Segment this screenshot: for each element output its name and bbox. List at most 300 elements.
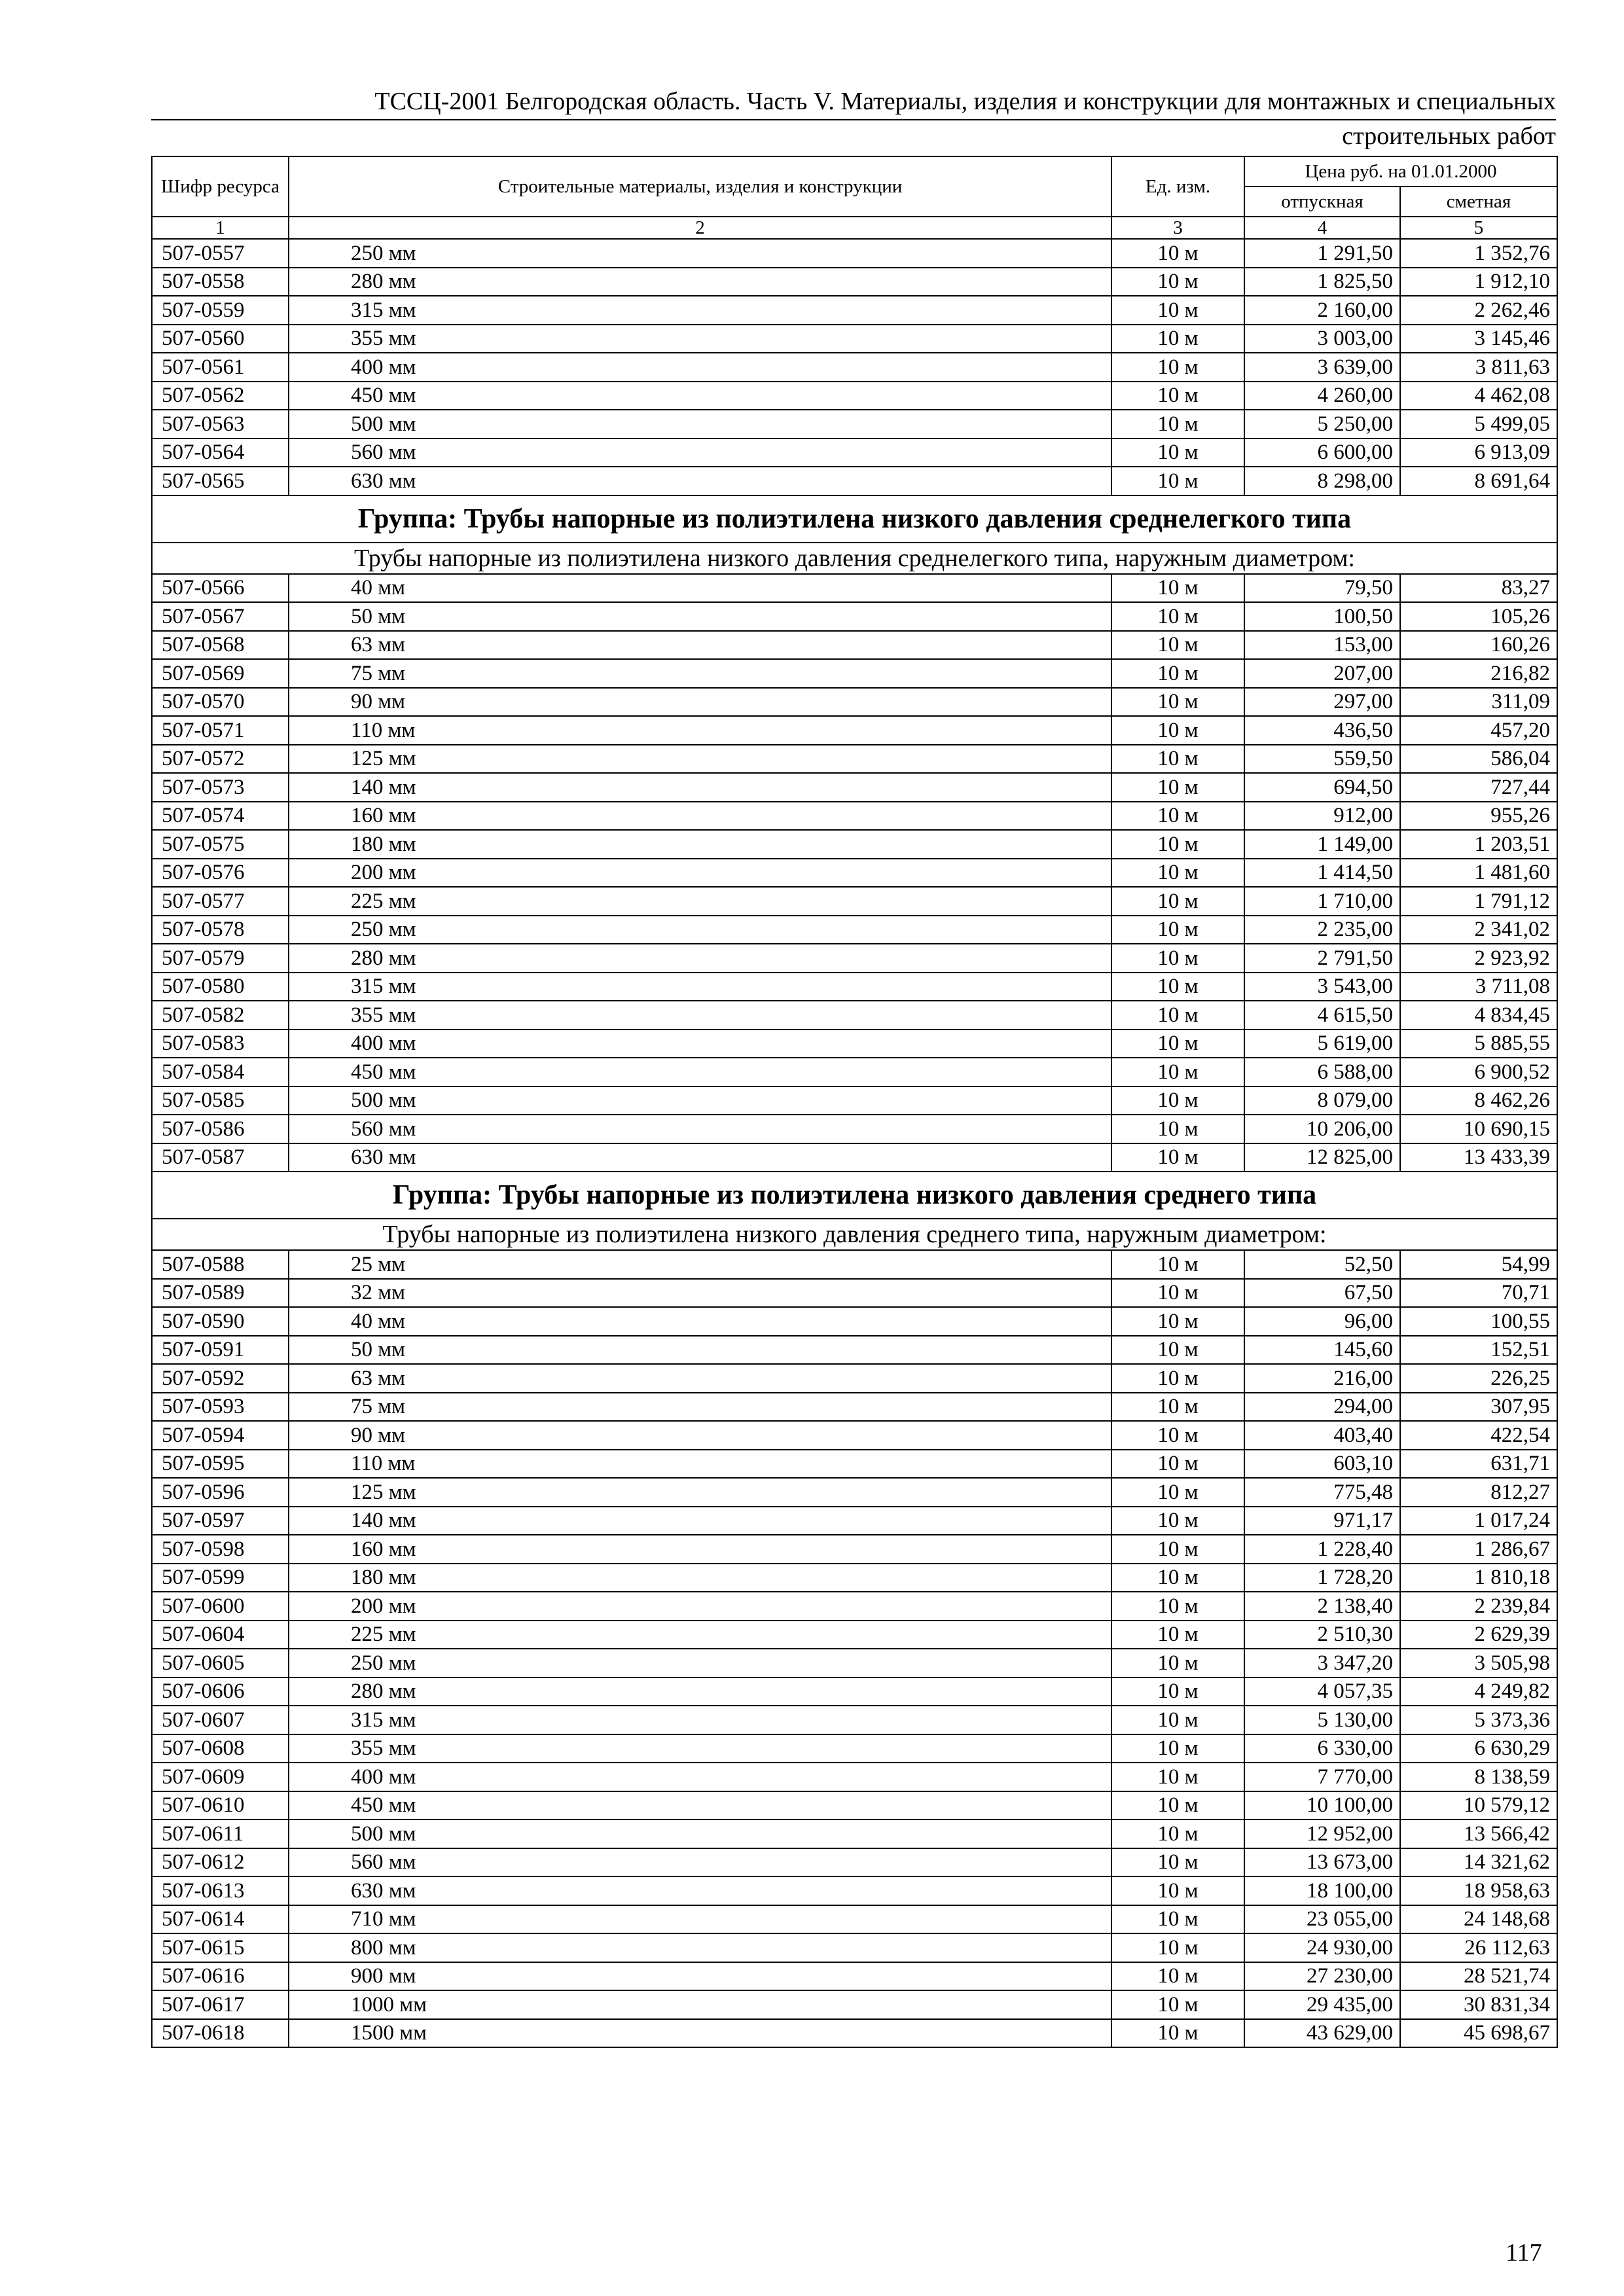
material-name-cell: 225 мм (289, 1621, 1111, 1649)
estimate-price-cell: 70,71 (1400, 1279, 1557, 1308)
unit-cell: 10 м (1111, 1030, 1244, 1058)
material-name-cell: 355 мм (289, 1734, 1111, 1763)
table-row (152, 1763, 1557, 1791)
estimate-price-cell: 8 138,59 (1400, 1763, 1557, 1791)
material-name-cell: 355 мм (289, 325, 1111, 353)
resource-code-cell: 507-0594 (152, 1421, 289, 1450)
estimate-price-cell: 216,82 (1400, 659, 1557, 688)
table-row (152, 688, 1557, 717)
estimate-price-cell: 13 433,39 (1400, 1143, 1557, 1172)
estimate-price-cell: 3 811,63 (1400, 353, 1557, 382)
estimate-price-cell: 1 912,10 (1400, 268, 1557, 296)
table-row (152, 268, 1557, 296)
table-row (152, 830, 1557, 859)
resource-code-cell: 507-0590 (152, 1307, 289, 1336)
release-price-cell: 1 149,00 (1244, 830, 1400, 859)
release-price-cell: 8 298,00 (1244, 467, 1400, 495)
unit-cell: 10 м (1111, 1279, 1244, 1308)
resource-code-cell: 507-0570 (152, 688, 289, 717)
material-name-cell: 250 мм (289, 916, 1111, 944)
material-name-cell: 160 мм (289, 802, 1111, 831)
estimate-price-cell: 727,44 (1400, 773, 1557, 802)
release-price-cell: 216,00 (1244, 1364, 1400, 1393)
material-name-cell: 75 мм (289, 659, 1111, 688)
table-row (152, 745, 1557, 774)
column-header-unit: Ед. изм. (1111, 156, 1244, 217)
unit-cell: 10 м (1111, 296, 1244, 325)
release-price-cell: 971,17 (1244, 1507, 1400, 1535)
table-row (152, 1478, 1557, 1507)
price-table (151, 156, 1558, 2048)
unit-cell: 10 м (1111, 1086, 1244, 1115)
release-price-cell: 3 003,00 (1244, 325, 1400, 353)
table-row (152, 1030, 1557, 1058)
table-row (152, 944, 1557, 973)
estimate-price-cell: 8 462,26 (1400, 1086, 1557, 1115)
resource-code-cell: 507-0565 (152, 467, 289, 495)
table-row (152, 467, 1557, 495)
table-row (152, 574, 1557, 603)
resource-code-cell: 507-0589 (152, 1279, 289, 1308)
table-row (152, 1393, 1557, 1422)
release-price-cell: 52,50 (1244, 1250, 1400, 1279)
material-name-cell: 32 мм (289, 1279, 1111, 1308)
table-row (152, 353, 1557, 382)
resource-code-cell: 507-0560 (152, 325, 289, 353)
table-row (152, 1507, 1557, 1535)
unit-cell: 10 м (1111, 631, 1244, 660)
estimate-price-cell: 307,95 (1400, 1393, 1557, 1422)
release-price-cell: 1 414,50 (1244, 859, 1400, 888)
material-name-cell: 125 мм (289, 745, 1111, 774)
material-name-cell: 63 мм (289, 1364, 1111, 1393)
resource-code-cell: 507-0598 (152, 1535, 289, 1564)
release-price-cell: 4 260,00 (1244, 382, 1400, 410)
column-header-estimate: сметная (1400, 187, 1557, 217)
table-row (152, 1001, 1557, 1030)
unit-cell: 10 м (1111, 1706, 1244, 1734)
release-price-cell: 6 600,00 (1244, 439, 1400, 467)
resource-code-cell: 507-0593 (152, 1393, 289, 1422)
unit-cell: 10 м (1111, 1564, 1244, 1592)
material-name-cell: 140 мм (289, 773, 1111, 802)
material-name-cell: 355 мм (289, 1001, 1111, 1030)
resource-code-cell: 507-0613 (152, 1876, 289, 1905)
unit-cell: 10 м (1111, 1115, 1244, 1143)
resource-code-cell: 507-0579 (152, 944, 289, 973)
table-row (152, 887, 1557, 916)
resource-code-cell: 507-0604 (152, 1621, 289, 1649)
release-price-cell: 12 952,00 (1244, 1820, 1400, 1848)
unit-cell: 10 м (1111, 1478, 1244, 1507)
release-price-cell: 8 079,00 (1244, 1086, 1400, 1115)
estimate-price-cell: 1 203,51 (1400, 830, 1557, 859)
table-row (152, 1364, 1557, 1393)
resource-code-cell: 507-0615 (152, 1933, 289, 1962)
resource-code-cell: 507-0571 (152, 716, 289, 745)
unit-cell: 10 м (1111, 353, 1244, 382)
material-name-cell: 180 мм (289, 1564, 1111, 1592)
table-row (152, 1115, 1557, 1143)
subgroup-heading-row (152, 543, 1557, 574)
unit-cell: 10 м (1111, 574, 1244, 603)
material-name-cell: 225 мм (289, 887, 1111, 916)
release-price-cell: 29 435,00 (1244, 1990, 1400, 2019)
estimate-price-cell: 2 341,02 (1400, 916, 1557, 944)
resource-code-cell: 507-0591 (152, 1336, 289, 1365)
material-name-cell: 160 мм (289, 1535, 1111, 1564)
resource-code-cell: 507-0617 (152, 1990, 289, 2019)
table-row (152, 1086, 1557, 1115)
header-title: ТССЦ-2001 Белгородская область. Часть V. Материалы, изделия и конструкции для монтажных и специальных (374, 88, 1556, 115)
estimate-price-cell: 586,04 (1400, 745, 1557, 774)
material-name-cell: 280 мм (289, 1677, 1111, 1706)
table-row (152, 659, 1557, 688)
release-price-cell: 5 250,00 (1244, 410, 1400, 439)
unit-cell: 10 м (1111, 1421, 1244, 1450)
resource-code-cell: 507-0586 (152, 1115, 289, 1143)
release-price-cell: 912,00 (1244, 802, 1400, 831)
material-name-cell: 800 мм (289, 1933, 1111, 1962)
resource-code-cell: 507-0575 (152, 830, 289, 859)
column-number-5: 5 (1400, 217, 1557, 239)
table-row (152, 439, 1557, 467)
material-name-cell: 250 мм (289, 239, 1111, 268)
unit-cell: 10 м (1111, 1734, 1244, 1763)
material-name-cell: 630 мм (289, 1876, 1111, 1905)
material-name-cell: 200 мм (289, 1592, 1111, 1621)
estimate-price-cell: 18 958,63 (1400, 1876, 1557, 1905)
material-name-cell: 1000 мм (289, 1990, 1111, 2019)
estimate-price-cell: 13 566,42 (1400, 1820, 1557, 1848)
unit-cell: 10 м (1111, 1307, 1244, 1336)
material-name-cell: 50 мм (289, 1336, 1111, 1365)
material-name-cell: 180 мм (289, 830, 1111, 859)
estimate-price-cell: 2 262,46 (1400, 296, 1557, 325)
unit-cell: 10 м (1111, 1876, 1244, 1905)
material-name-cell: 400 мм (289, 1763, 1111, 1791)
table-row (152, 1279, 1557, 1308)
material-name-cell: 500 мм (289, 410, 1111, 439)
material-name-cell: 110 мм (289, 1450, 1111, 1479)
resource-code-cell: 507-0577 (152, 887, 289, 916)
release-price-cell: 145,60 (1244, 1336, 1400, 1365)
page-number: 117 (1506, 2239, 1542, 2267)
release-price-cell: 4 057,35 (1244, 1677, 1400, 1706)
resource-code-cell: 507-0609 (152, 1763, 289, 1791)
resource-code-cell: 507-0587 (152, 1143, 289, 1172)
material-name-cell: 630 мм (289, 1143, 1111, 1172)
unit-cell: 10 м (1111, 602, 1244, 631)
material-name-cell: 90 мм (289, 688, 1111, 717)
release-price-cell: 18 100,00 (1244, 1876, 1400, 1905)
column-number-1: 1 (152, 217, 289, 239)
material-name-cell: 63 мм (289, 631, 1111, 660)
table-header (152, 156, 1557, 239)
table-row (152, 1058, 1557, 1086)
unit-cell: 10 м (1111, 773, 1244, 802)
table-row (152, 716, 1557, 745)
release-price-cell: 100,50 (1244, 602, 1400, 631)
estimate-price-cell: 1 017,24 (1400, 1507, 1557, 1535)
resource-code-cell: 507-0607 (152, 1706, 289, 1734)
resource-code-cell: 507-0592 (152, 1364, 289, 1393)
unit-cell: 10 м (1111, 1962, 1244, 1991)
estimate-price-cell: 631,71 (1400, 1450, 1557, 1479)
table-row (152, 325, 1557, 353)
table-body (152, 239, 1557, 2047)
release-price-cell: 403,40 (1244, 1421, 1400, 1450)
table-row (152, 1421, 1557, 1450)
unit-cell: 10 м (1111, 467, 1244, 495)
release-price-cell: 10 100,00 (1244, 1791, 1400, 1820)
unit-cell: 10 м (1111, 1905, 1244, 1934)
estimate-price-cell: 2 923,92 (1400, 944, 1557, 973)
estimate-price-cell: 6 913,09 (1400, 439, 1557, 467)
table-row (152, 1307, 1557, 1336)
resource-code-cell: 507-0569 (152, 659, 289, 688)
unit-cell: 10 м (1111, 1649, 1244, 1677)
material-name-cell: 200 мм (289, 859, 1111, 888)
resource-code-cell: 507-0608 (152, 1734, 289, 1763)
resource-code-cell: 507-0562 (152, 382, 289, 410)
resource-code-cell: 507-0599 (152, 1564, 289, 1592)
estimate-price-cell: 457,20 (1400, 716, 1557, 745)
material-name-cell: 40 мм (289, 574, 1111, 603)
unit-cell: 10 м (1111, 916, 1244, 944)
unit-cell: 10 м (1111, 1507, 1244, 1535)
material-name-cell: 315 мм (289, 296, 1111, 325)
estimate-price-cell: 152,51 (1400, 1336, 1557, 1365)
resource-code-cell: 507-0557 (152, 239, 289, 268)
material-name-cell: 560 мм (289, 439, 1111, 467)
unit-cell: 10 м (1111, 382, 1244, 410)
estimate-price-cell: 812,27 (1400, 1478, 1557, 1507)
estimate-price-cell: 160,26 (1400, 631, 1557, 660)
resource-code-cell: 507-0576 (152, 859, 289, 888)
table-row (152, 602, 1557, 631)
release-price-cell: 1 291,50 (1244, 239, 1400, 268)
group-heading-row (152, 495, 1557, 543)
release-price-cell: 1 228,40 (1244, 1535, 1400, 1564)
resource-code-cell: 507-0580 (152, 973, 289, 1001)
release-price-cell: 2 138,40 (1244, 1592, 1400, 1621)
estimate-price-cell: 6 900,52 (1400, 1058, 1557, 1086)
resource-code-cell: 507-0612 (152, 1848, 289, 1877)
resource-code-cell: 507-0582 (152, 1001, 289, 1030)
table-row (152, 1450, 1557, 1479)
resource-code-cell: 507-0595 (152, 1450, 289, 1479)
release-price-cell: 775,48 (1244, 1478, 1400, 1507)
estimate-price-cell: 24 148,68 (1400, 1905, 1557, 1934)
table-row (152, 1621, 1557, 1649)
release-price-cell: 294,00 (1244, 1393, 1400, 1422)
release-price-cell: 13 673,00 (1244, 1848, 1400, 1877)
table-row (152, 1734, 1557, 1763)
table-row (152, 1791, 1557, 1820)
unit-cell: 10 м (1111, 1820, 1244, 1848)
resource-code-cell: 507-0605 (152, 1649, 289, 1677)
table-row (152, 382, 1557, 410)
table-row (152, 1990, 1557, 2019)
release-price-cell: 297,00 (1244, 688, 1400, 717)
estimate-price-cell: 10 690,15 (1400, 1115, 1557, 1143)
table-row (152, 859, 1557, 888)
table-row (152, 1706, 1557, 1734)
material-name-cell: 450 мм (289, 382, 1111, 410)
estimate-price-cell: 1 810,18 (1400, 1564, 1557, 1592)
resource-code-cell: 507-0585 (152, 1086, 289, 1115)
table-row (152, 973, 1557, 1001)
resource-code-cell: 507-0616 (152, 1962, 289, 1991)
column-number-4: 4 (1244, 217, 1400, 239)
column-header-name: Строительные материалы, изделия и конструкции (289, 156, 1111, 217)
unit-cell: 10 м (1111, 944, 1244, 973)
release-price-cell: 23 055,00 (1244, 1905, 1400, 1934)
resource-code-cell: 507-0568 (152, 631, 289, 660)
table-row (152, 916, 1557, 944)
estimate-price-cell: 4 249,82 (1400, 1677, 1557, 1706)
release-price-cell: 1 728,20 (1244, 1564, 1400, 1592)
estimate-price-cell: 1 352,76 (1400, 239, 1557, 268)
table-row (152, 773, 1557, 802)
column-number-2: 2 (289, 217, 1111, 239)
estimate-price-cell: 955,26 (1400, 802, 1557, 831)
estimate-price-cell: 422,54 (1400, 1421, 1557, 1450)
unit-cell: 10 м (1111, 745, 1244, 774)
release-price-cell: 2 235,00 (1244, 916, 1400, 944)
unit-cell: 10 м (1111, 325, 1244, 353)
material-name-cell: 400 мм (289, 1030, 1111, 1058)
material-name-cell: 315 мм (289, 1706, 1111, 1734)
column-number-3: 3 (1111, 217, 1244, 239)
table-row (152, 1820, 1557, 1848)
release-price-cell: 3 347,20 (1244, 1649, 1400, 1677)
release-price-cell: 67,50 (1244, 1279, 1400, 1308)
estimate-price-cell: 3 145,46 (1400, 325, 1557, 353)
material-name-cell: 400 мм (289, 353, 1111, 382)
header-title-continued: строительных работ (1342, 122, 1556, 150)
unit-cell: 10 м (1111, 1058, 1244, 1086)
unit-cell: 10 м (1111, 887, 1244, 916)
estimate-price-cell: 100,55 (1400, 1307, 1557, 1336)
table-row (152, 2019, 1557, 2048)
release-price-cell: 43 629,00 (1244, 2019, 1400, 2048)
material-name-cell: 125 мм (289, 1478, 1111, 1507)
estimate-price-cell: 105,26 (1400, 602, 1557, 631)
material-name-cell: 110 мм (289, 716, 1111, 745)
unit-cell: 10 м (1111, 410, 1244, 439)
release-price-cell: 3 543,00 (1244, 973, 1400, 1001)
material-name-cell: 710 мм (289, 1905, 1111, 1934)
unit-cell: 10 м (1111, 268, 1244, 296)
unit-cell: 10 м (1111, 659, 1244, 688)
subgroup-heading-row (152, 1219, 1557, 1250)
estimate-price-cell: 10 579,12 (1400, 1791, 1557, 1820)
resource-code-cell: 507-0588 (152, 1250, 289, 1279)
resource-code-cell: 507-0596 (152, 1478, 289, 1507)
unit-cell: 10 м (1111, 1250, 1244, 1279)
release-price-cell: 24 930,00 (1244, 1933, 1400, 1962)
material-name-cell: 140 мм (289, 1507, 1111, 1535)
estimate-price-cell: 83,27 (1400, 574, 1557, 603)
unit-cell: 10 м (1111, 1336, 1244, 1365)
material-name-cell: 560 мм (289, 1848, 1111, 1877)
group-heading: Группа: Трубы напорные из полиэтилена низкого давления среднего типа (152, 1172, 1557, 1219)
material-name-cell: 500 мм (289, 1086, 1111, 1115)
estimate-price-cell: 2 629,39 (1400, 1621, 1557, 1649)
unit-cell: 10 м (1111, 1990, 1244, 2019)
resource-code-cell: 507-0606 (152, 1677, 289, 1706)
release-price-cell: 96,00 (1244, 1307, 1400, 1336)
material-name-cell: 250 мм (289, 1649, 1111, 1677)
resource-code-cell: 507-0566 (152, 574, 289, 603)
table-row (152, 239, 1557, 268)
table-row (152, 802, 1557, 831)
table-row (152, 1564, 1557, 1592)
resource-code-cell: 507-0558 (152, 268, 289, 296)
subgroup-heading: Трубы напорные из полиэтилена низкого давления среднелегкого типа, наружным диаметром: (152, 543, 1557, 574)
unit-cell: 10 м (1111, 802, 1244, 831)
estimate-price-cell: 5 499,05 (1400, 410, 1557, 439)
group-heading-row (152, 1172, 1557, 1219)
release-price-cell: 436,50 (1244, 716, 1400, 745)
release-price-cell: 1 710,00 (1244, 887, 1400, 916)
estimate-price-cell: 1 286,67 (1400, 1535, 1557, 1564)
unit-cell: 10 м (1111, 1763, 1244, 1791)
unit-cell: 10 м (1111, 1791, 1244, 1820)
table-row (152, 1535, 1557, 1564)
estimate-price-cell: 3 711,08 (1400, 973, 1557, 1001)
group-heading: Группа: Трубы напорные из полиэтилена низкого давления среднелегкого типа (152, 495, 1557, 543)
material-name-cell: 1500 мм (289, 2019, 1111, 2048)
resource-code-cell: 507-0618 (152, 2019, 289, 2048)
table-row (152, 1649, 1557, 1677)
unit-cell: 10 м (1111, 2019, 1244, 2048)
resource-code-cell: 507-0578 (152, 916, 289, 944)
unit-cell: 10 м (1111, 973, 1244, 1001)
estimate-price-cell: 1 791,12 (1400, 887, 1557, 916)
resource-code-cell: 507-0567 (152, 602, 289, 631)
release-price-cell: 603,10 (1244, 1450, 1400, 1479)
material-name-cell: 90 мм (289, 1421, 1111, 1450)
unit-cell: 10 м (1111, 716, 1244, 745)
unit-cell: 10 м (1111, 239, 1244, 268)
estimate-price-cell: 2 239,84 (1400, 1592, 1557, 1621)
unit-cell: 10 м (1111, 1001, 1244, 1030)
release-price-cell: 27 230,00 (1244, 1962, 1400, 1991)
estimate-price-cell: 54,99 (1400, 1250, 1557, 1279)
estimate-price-cell: 14 321,62 (1400, 1848, 1557, 1877)
release-price-cell: 153,00 (1244, 631, 1400, 660)
unit-cell: 10 м (1111, 1535, 1244, 1564)
unit-cell: 10 м (1111, 1848, 1244, 1877)
unit-cell: 10 м (1111, 1393, 1244, 1422)
unit-cell: 10 м (1111, 1621, 1244, 1649)
estimate-price-cell: 28 521,74 (1400, 1962, 1557, 1991)
resource-code-cell: 507-0610 (152, 1791, 289, 1820)
release-price-cell: 79,50 (1244, 574, 1400, 603)
resource-code-cell: 507-0597 (152, 1507, 289, 1535)
estimate-price-cell: 5 885,55 (1400, 1030, 1557, 1058)
estimate-price-cell: 30 831,34 (1400, 1990, 1557, 2019)
material-name-cell: 450 мм (289, 1791, 1111, 1820)
unit-cell: 10 м (1111, 1143, 1244, 1172)
table-row (152, 1962, 1557, 1991)
unit-cell: 10 м (1111, 830, 1244, 859)
release-price-cell: 7 770,00 (1244, 1763, 1400, 1791)
material-name-cell: 25 мм (289, 1250, 1111, 1279)
